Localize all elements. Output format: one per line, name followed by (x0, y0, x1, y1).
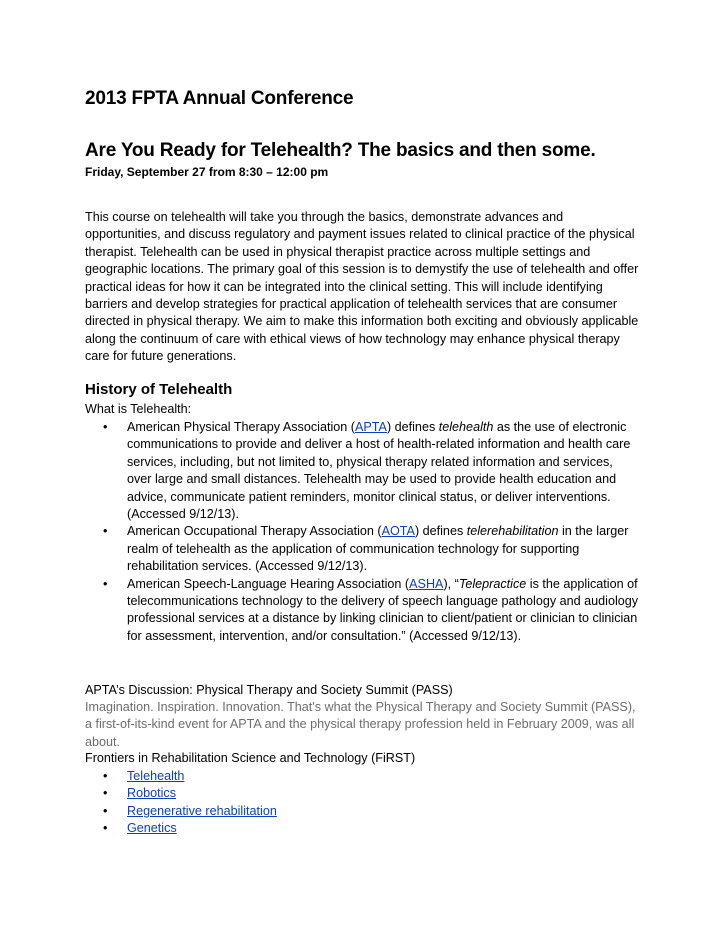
pass-heading: APTA’s Discussion: Physical Therapy and Society Summit (PASS) (85, 683, 453, 697)
bullet-icon: • (103, 803, 108, 818)
list-item (85, 785, 640, 802)
list-item: • American Occupational Therapy Association (AOTA) defines telerehabilitation in the larger realm of telehealth as the application of communication technology for supporting rehabilitation services. (Accessed 9/12/13). (103, 524, 629, 574)
bullet-icon: • (103, 576, 108, 591)
history-heading: History of Telehealth (85, 381, 233, 398)
regenerative-rehabilitation-link[interactable]: Regenerative rehabilitation (127, 803, 277, 818)
list-item (85, 803, 640, 820)
definitions-list (85, 419, 640, 645)
what-is-telehealth: What is Telehealth: (85, 402, 192, 416)
session-title: Are You Ready for Telehealth? The basics and then some. (85, 140, 596, 161)
pass-text: Imagination. Inspiration. Innovation. That's what the Physical Therapy and Society Summit (PASS), a first-of-its-kind event for APTA and the physical therapy profession held in February 2009, was all about. (85, 700, 636, 749)
bullet-icon: • (103, 821, 108, 836)
list-item: • American Speech-Language Hearing Association (ASHA), “Telepractice is the application of telecommunications technology to the delivery of speech language pathology and audiology professional services at a distance by linking clinician to client/patient or clinician to clinician for assessment, intervention, and/or consultation.” (Accessed 9/12/13). (103, 576, 639, 643)
robotics-link[interactable]: Robotics (127, 786, 176, 801)
first-links-list (85, 768, 640, 838)
apta-link[interactable]: APTA (354, 420, 387, 434)
aota-link[interactable]: AOTA (381, 524, 415, 539)
bullet-icon: • (103, 420, 108, 434)
bullet-icon: • (103, 769, 108, 783)
session-description: This course on telehealth will take you through the basics, demonstrate advances and opportunities, and discuss regulatory and payment issues related to clinical practice of the physical therapist. Telehealth can be used in physical therapist practice across multiple settings and geographic locations. The primary goal of this session is to demystify the use of telehealth and offer practical ideas for how it can be integrated into the clinical setting. This will include identifying barriers and develop strategies for practical application of telehealth services that are consumer directed in physical therapy. We aim to make this information both exciting and obviously applicable along the continuum of care with ethical views of how technology may enhance physical therapy care for future generations. (85, 210, 639, 364)
bullet-icon: • (103, 524, 108, 539)
session-datetime: Friday, September 27 from 8:30 – 12:00 pm (85, 165, 329, 179)
first-heading: Frontiers in Rehabilitation Science and Technology (FiRST) (85, 751, 416, 765)
list-item (85, 768, 640, 785)
asha-link[interactable]: ASHA (409, 576, 444, 591)
list-item: • American Physical Therapy Association (APTA) defines telehealth as the use of electronic communications to provide and deliver a host of health-related information and health care services, including, but not limited to, physical therapy related information and services, over large and small distances. Telehealth may be used to provide health education and advice, communicate patient reminders, monitor clinical status, or deliver interventions. (Accessed 9/12/13). (103, 420, 631, 522)
bullet-icon: • (103, 786, 108, 801)
list-item (85, 820, 640, 837)
conference-title: 2013 FPTA Annual Conference (85, 88, 354, 109)
genetics-link[interactable]: Genetics (127, 821, 177, 836)
telehealth-link[interactable]: Telehealth (127, 769, 185, 783)
